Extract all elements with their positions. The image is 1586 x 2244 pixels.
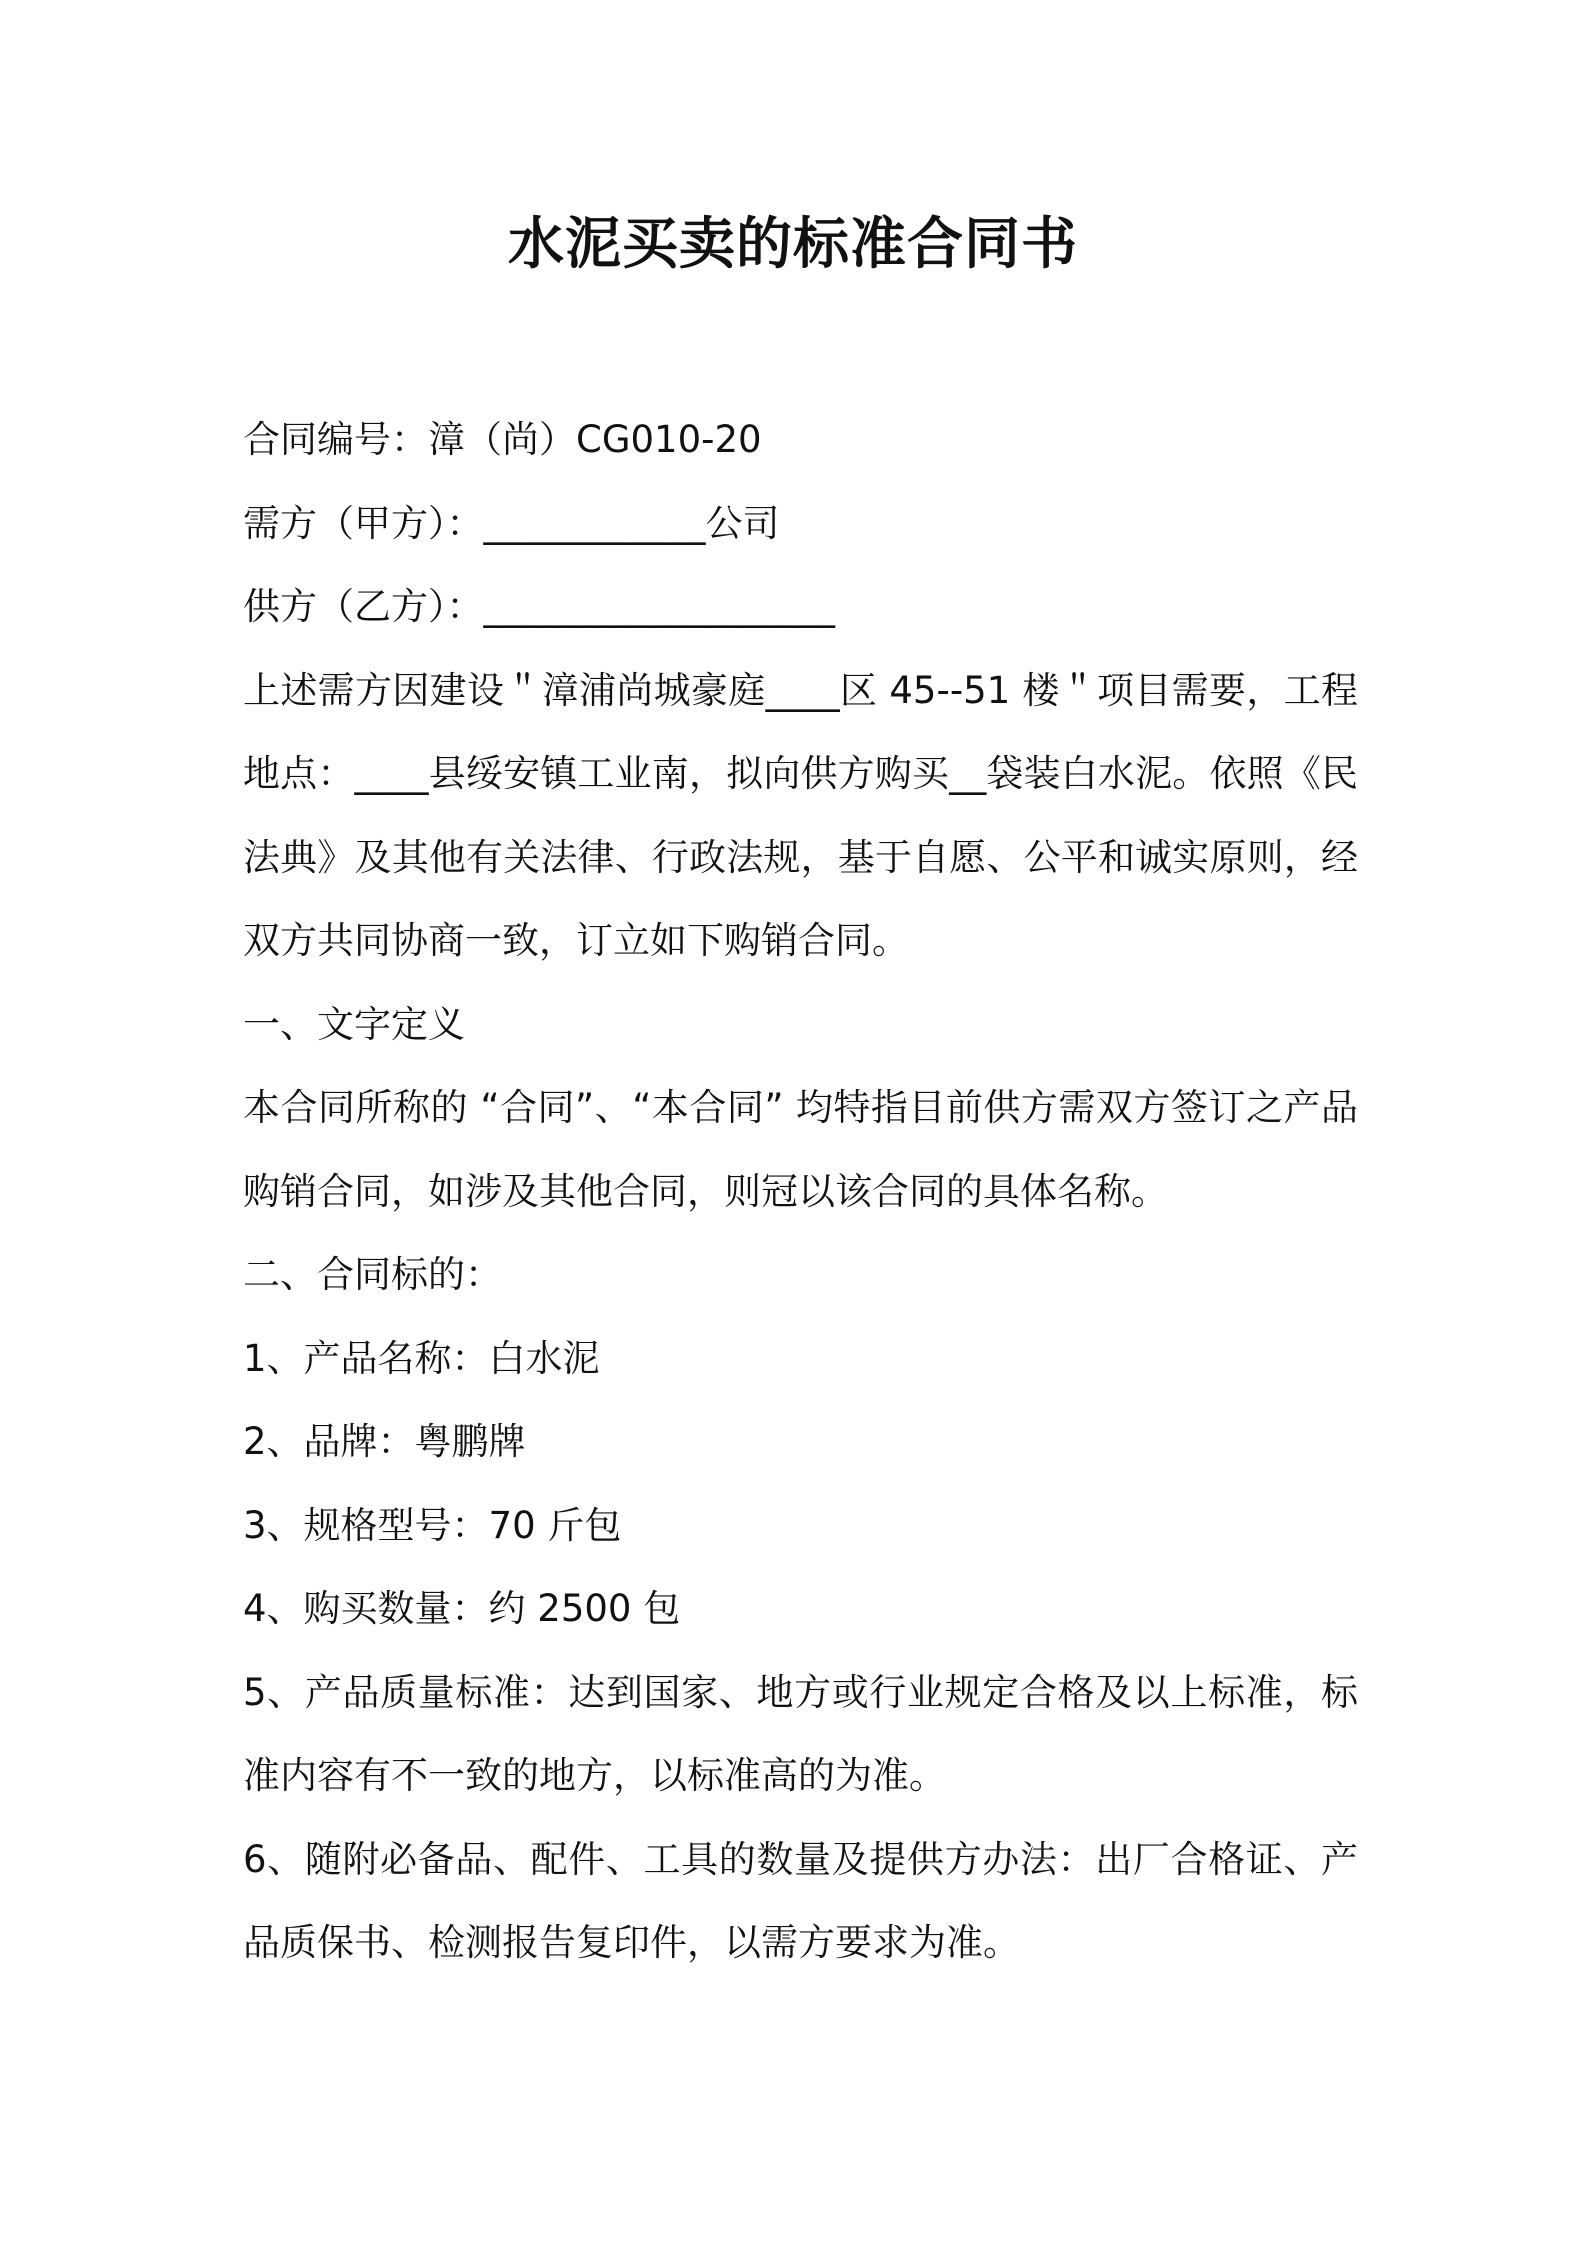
buyer-party: 需方（甲方）：____________公司 — [243, 501, 780, 545]
section-heading-definitions: 一、文字定义 — [243, 1002, 465, 1046]
item-brand: 2、品牌：粤鹏牌 — [243, 1420, 526, 1463]
document-title: 水泥买卖的标准合同书 — [508, 212, 1078, 277]
document-body — [243, 398, 1358, 1985]
item-quantity: 4、购买数量：约 2500 包 — [243, 1587, 681, 1630]
item-product-name: 1、产品名称：白水泥 — [243, 1336, 600, 1380]
definitions-paragraph: 本合同所称的 “合同”、“本合同” 均特指目前供方需双方签订之产品购销合同，如涉及其他合同，则冠以该合同的具体名称。 — [243, 1086, 1358, 1213]
seller-party: 供方（乙方）：___________________ — [243, 585, 835, 628]
item-accessories: 6、随附必备品、配件、工具的数量及提供方办法：出厂合格证、产品质保书、检测报告复印件，以需方要求为准。 — [243, 1837, 1358, 1964]
item-quality-standard: 5、产品质量标准：达到国家、地方或行业规定合格及以上标准，标准内容有不一致的地方，以标准高的为准。 — [243, 1670, 1358, 1797]
section-heading-subject: 二、合同标的： — [243, 1253, 502, 1296]
contract-number: 合同编号：漳（尚）CG010-20 — [243, 418, 762, 461]
item-specification: 3、规格型号：70 斤包 — [243, 1503, 622, 1547]
preamble-paragraph: 上述需方因建设＂漳浦尚城豪庭____区 45--51 楼＂项目需要，工程地点：____县绥安镇工业南，拟向供方购买__袋装白水泥。依照《民法典》及其他有关法律、行政法规，基于自愿、公平和诚实原则，经双方共同协商一致，订立如下购销合同。 — [243, 668, 1358, 962]
